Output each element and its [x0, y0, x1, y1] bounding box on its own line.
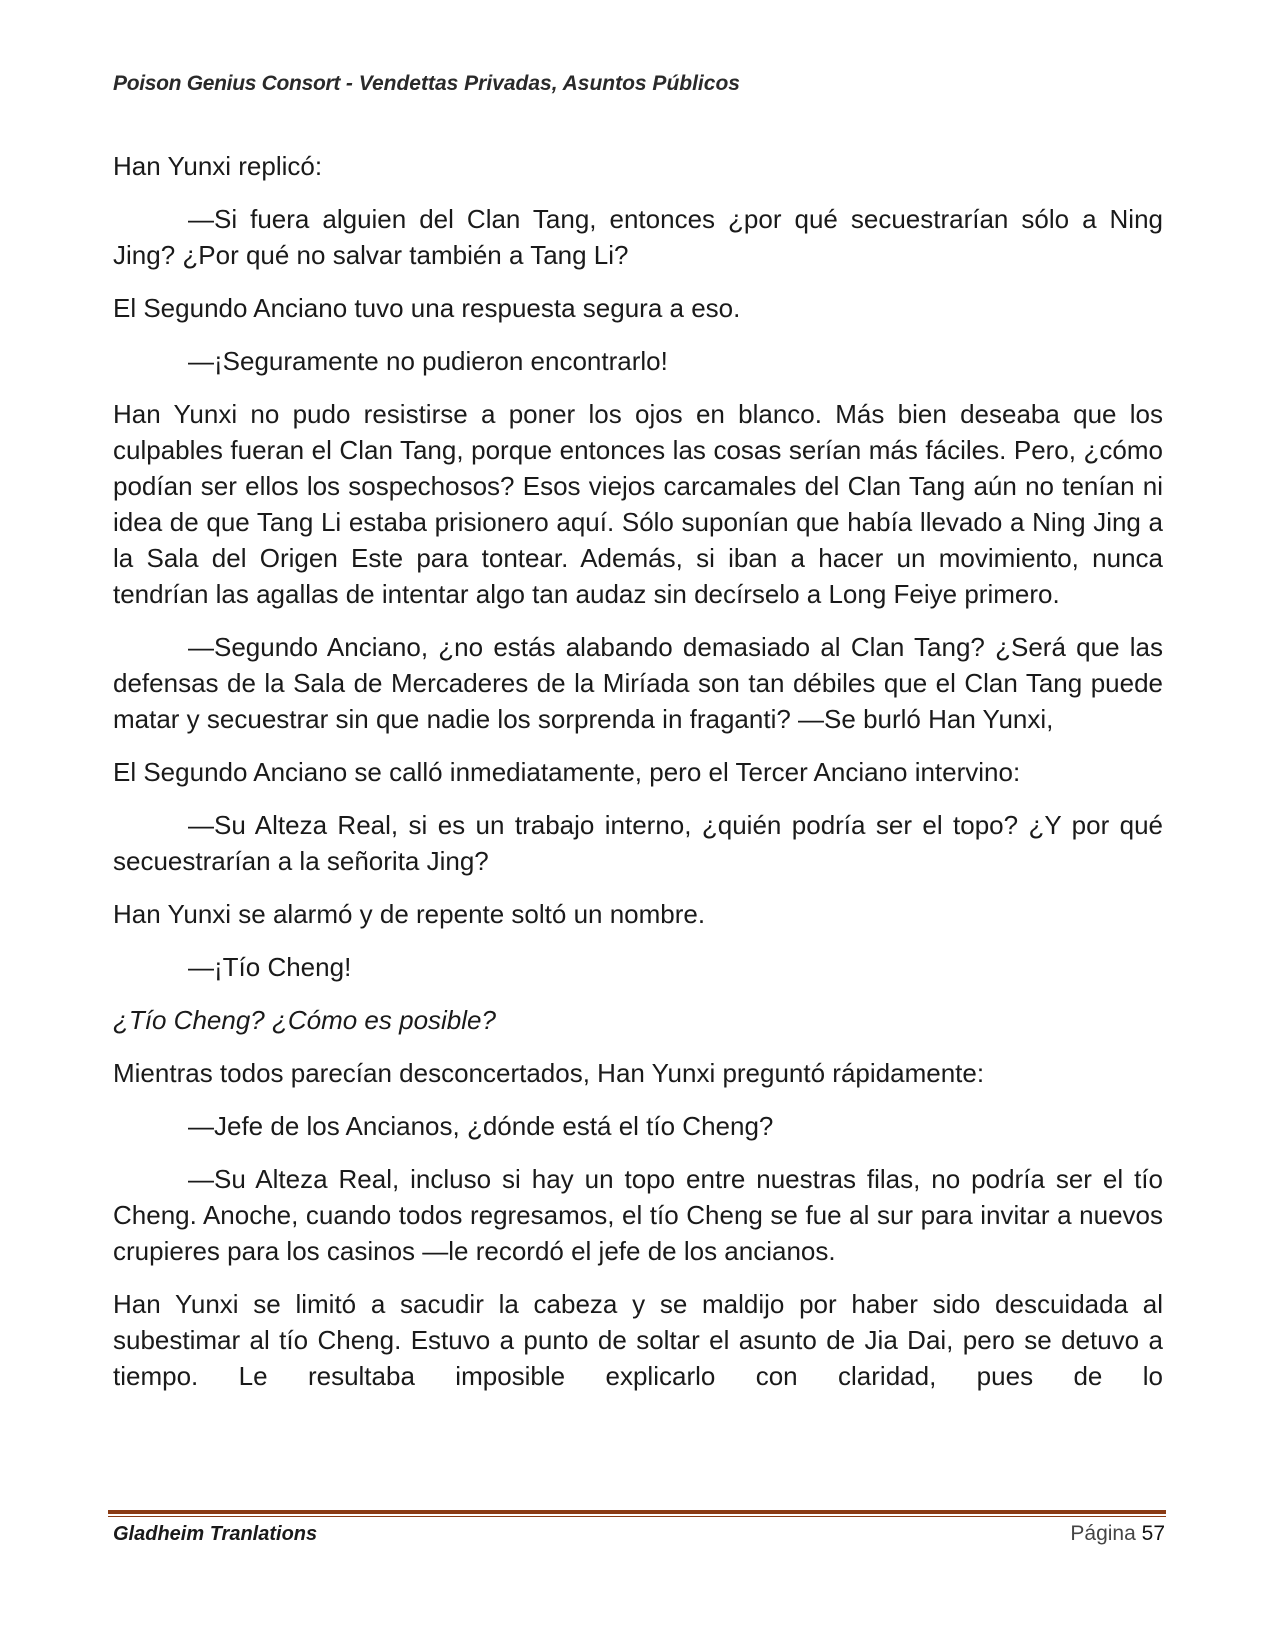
page-number-label: [1070, 1522, 1165, 1546]
dialogue-paragraph: —¡Tío Cheng!: [188, 952, 352, 982]
paragraph: Mientras todos parecían desconcertados, Han Yunxi preguntó rápidamente:: [113, 1058, 985, 1088]
footer-publisher: Gladheim Tranlations: [113, 1523, 318, 1545]
thought-paragraph: ¿Tío Cheng? ¿Cómo es posible?: [113, 1005, 496, 1035]
dialogue-paragraph: —Si fuera alguien del Clan Tang, entonces ¿por qué secuestrarían sólo a Ning Jing? ¿Por qué no salvar también a Tang Li?: [113, 204, 1163, 270]
header-separator: -: [340, 72, 359, 95]
page-number: 57: [1141, 1522, 1165, 1545]
dialogue-paragraph: —¡Seguramente no pudieron encontrarlo!: [188, 346, 668, 376]
dialogue-paragraph: —Segundo Anciano, ¿no estás alabando demasiado al Clan Tang? ¿Será que las defensas de la Sala de Mercaderes de la Miríada son tan débiles que el Clan Tang puede matar y secuestrar sin que nadie los sorprenda in fraganti? —Se burló Han Yunxi,: [113, 632, 1163, 734]
dialogue-paragraph: —Su Alteza Real, incluso si hay un topo entre nuestras filas, no podría ser el tío Cheng. Anoche, cuando todos regresamos, el tío Cheng se fue al sur para invitar a nuevos crupieres para los casinos —le recordó el jefe de los ancianos.: [113, 1164, 1163, 1266]
dialogue-paragraph: —Su Alteza Real, si es un trabajo interno, ¿quién podría ser el topo? ¿Y por qué secuestrarían a la señorita Jing?: [113, 810, 1163, 876]
page-body: [113, 148, 1163, 1394]
header-book-title: Poison Genius Consort: [113, 72, 341, 95]
paragraph: El Segundo Anciano tuvo una respuesta segura a eso.: [113, 293, 741, 323]
paragraph: Han Yunxi no pudo resistirse a poner los ojos en blanco. Más bien deseaba que los culpables fueran el Clan Tang, porque entonces las cosas serían más fáciles. Pero, ¿cómo podían ser ellos los sospechosos? Esos viejos carcamales del Clan Tang aún no tenían ni idea de que Tang Li estaba prisionero aquí. Sólo suponían que había llevado a Ning Jing a la Sala del Origen Este para tontear. Además, si iban a hacer un movimiento, nunca tendrían las agallas de intentar algo tan audaz sin decírselo a Long Feiye primero.: [113, 399, 1163, 609]
page-label: Página: [1070, 1522, 1136, 1545]
footer-divider: [108, 1510, 1166, 1517]
paragraph: El Segundo Anciano se calló inmediatamente, pero el Tercer Anciano intervino:: [113, 757, 1021, 787]
paragraph: Han Yunxi se limitó a sacudir la cabeza y se maldijo por haber sido descuidada al subestimar al tío Cheng. Estuvo a punto de soltar el asunto de Jia Dai, pero se detuvo a tiempo. Le resultaba imposible explicarlo con claridad, pues de lo: [113, 1289, 1163, 1391]
paragraph: Han Yunxi replicó:: [113, 151, 323, 181]
paragraph: Han Yunxi se alarmó y de repente soltó un nombre.: [113, 899, 706, 929]
footer-divider-thin: [108, 1516, 1166, 1517]
running-header: [113, 72, 740, 96]
dialogue-paragraph: —Jefe de los Ancianos, ¿dónde está el tío Cheng?: [188, 1111, 774, 1141]
header-chapter-title: Vendettas Privadas, Asuntos Públicos: [358, 72, 740, 95]
